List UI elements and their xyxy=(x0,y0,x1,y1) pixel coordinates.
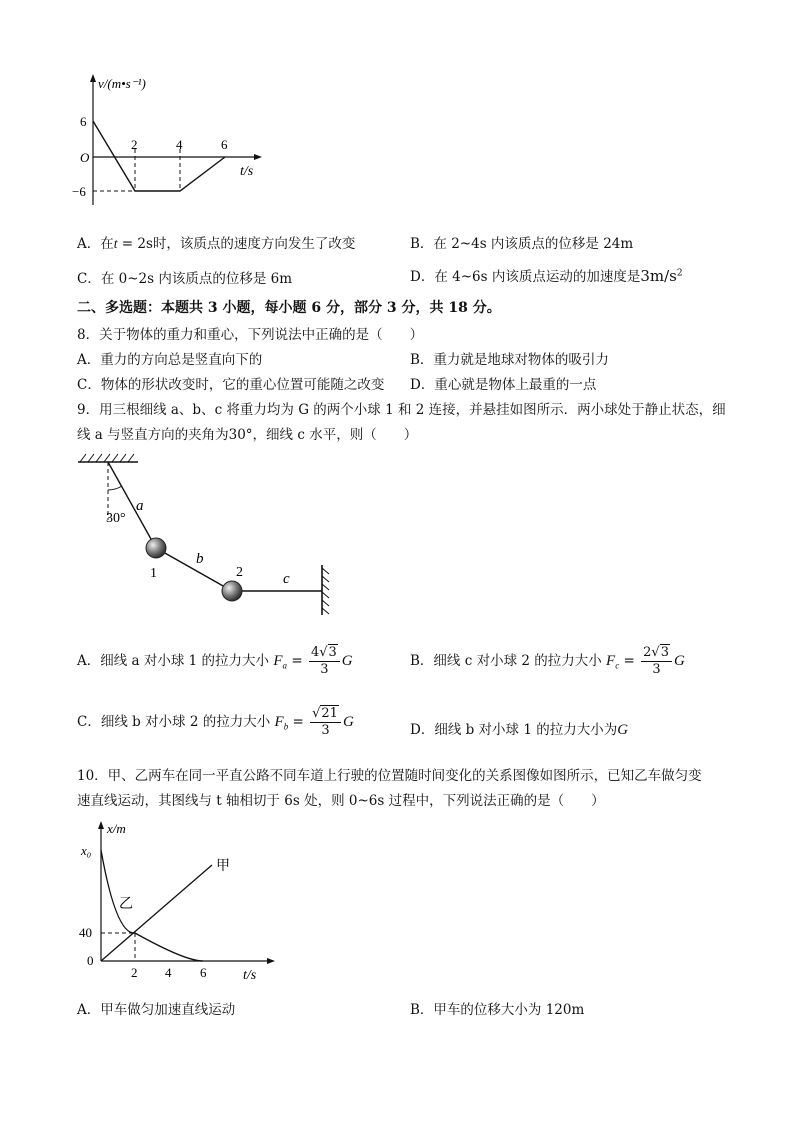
q8-option-d[interactable]: D．重心就是物体上最重的一点 xyxy=(410,377,597,393)
ball-1 xyxy=(146,538,166,558)
vt-ylabel: v/(m•s⁻¹) xyxy=(98,76,146,91)
q10-stem-line2: 速直线运动，其图线与 t 轴相切于 6s 处，则 0~6s 过程中，下列说法正确的是（ ） xyxy=(77,793,605,809)
q8-option-b[interactable]: B．重力就是地球对物体的吸引力 xyxy=(410,352,609,368)
vt-origin: O xyxy=(80,150,90,165)
xt-x-arrow xyxy=(267,958,275,964)
angle-arc xyxy=(108,486,122,490)
q10-option-b[interactable]: B．甲车的位移大小为 120m xyxy=(410,1002,585,1018)
vt-xtick-6: 6 xyxy=(221,137,228,152)
xt-xtick-4: 4 xyxy=(165,965,172,980)
vt-xtick-2: 2 xyxy=(131,137,138,152)
label-c: c xyxy=(283,571,290,587)
string-a xyxy=(108,462,156,548)
label-b: b xyxy=(196,551,204,567)
q7-option-b[interactable]: B．在 2~4s 内该质点的位移是 24m xyxy=(410,236,634,252)
xt-y40: 40 xyxy=(79,925,92,940)
vt-ytick-6: 6 xyxy=(80,114,87,129)
q9-figure xyxy=(70,450,350,620)
q9-stem-line2: 线 a 与竖直方向的夹角为30°，细线 c 水平，则（ ） xyxy=(77,427,418,443)
xt-xtick-6: 6 xyxy=(200,965,207,980)
q9-option-a[interactable]: A．细线 a 对小球 1 的拉力大小 $F_a$ = $\frac{4√3}{3}$ G xyxy=(77,645,353,677)
q7-option-a[interactable]: A．在t = 2s时，该质点的速度方向发生了改变 xyxy=(77,236,356,252)
vt-xtick-4: 4 xyxy=(176,137,183,152)
q9-option-d[interactable]: D．细线 b 对小球 1 的拉力大小为G xyxy=(410,722,629,738)
curve-yi xyxy=(101,850,203,961)
section-2-header: 二、多选题：本题共 3 小题，每小题 6 分，部分 3 分，共 18 分。 xyxy=(77,300,501,316)
q7-option-d[interactable]: D．在 4~6s 内该质点运动的加速度是$3m/s^2$ xyxy=(410,267,683,285)
q9-stem-line1: 9．用三根细线 a、b、c 将重力均为 G 的两个小球 1 和 2 连接，并悬挂如图所示．两小球处于静止状态，细 xyxy=(77,402,726,418)
xt-origin: 0 xyxy=(87,953,94,968)
q7-option-c[interactable]: C．在 0~2s 内该质点的位移是 6m xyxy=(77,271,293,287)
vt-curve xyxy=(93,121,225,191)
xt-y-arrow xyxy=(98,821,104,829)
xt-xlabel: t/s xyxy=(243,968,257,983)
q10-xt-graph xyxy=(75,815,295,985)
xt-xtick-2: 2 xyxy=(131,965,138,980)
label-jia: 甲 xyxy=(216,859,230,874)
label-ball-2: 2 xyxy=(236,565,243,580)
q8-stem: 8．关于物体的重力和重心，下列说法中正确的是（ ） xyxy=(77,327,424,343)
q8-option-a[interactable]: A．重力的方向总是竖直向下的 xyxy=(77,352,263,368)
wall-hatch xyxy=(322,568,329,614)
label-ball-1: 1 xyxy=(150,566,157,581)
vt-xlabel: t/s xyxy=(240,164,254,179)
q9-option-c[interactable]: C．细线 b 对小球 2 的拉力大小 $F_b$ = $\frac{√21}{3}$ G xyxy=(77,706,354,738)
label-yi: 乙 xyxy=(119,897,133,912)
vt-y-arrow xyxy=(90,74,96,82)
q8-option-c[interactable]: C．物体的形状改变时，它的重心位置可能随之改变 xyxy=(77,377,385,393)
line-jia xyxy=(101,865,212,961)
vt-ytick-neg6: −6 xyxy=(72,184,86,199)
q10-option-a[interactable]: A．甲车做匀加速直线运动 xyxy=(77,1002,236,1018)
vt-x-arrow xyxy=(254,154,262,160)
q10-stem-line1: 10．甲、乙两车在同一平直公路不同车道上行驶的位置随时间变化的关系图像如图所示，已知乙车做匀变 xyxy=(77,768,702,784)
vt-graph xyxy=(72,70,280,210)
ceiling-hatch xyxy=(80,454,134,462)
ball-2 xyxy=(222,581,242,601)
xt-x0: x₀ xyxy=(81,843,92,858)
label-a: a xyxy=(136,498,144,514)
xt-ylabel: x/m xyxy=(107,821,126,836)
angle-label: 30° xyxy=(106,511,126,526)
string-b xyxy=(156,548,232,591)
q9-option-b[interactable]: B．细线 c 对小球 2 的拉力大小 $F_c$ = $\frac{2√3}{3}$ G xyxy=(410,645,685,677)
